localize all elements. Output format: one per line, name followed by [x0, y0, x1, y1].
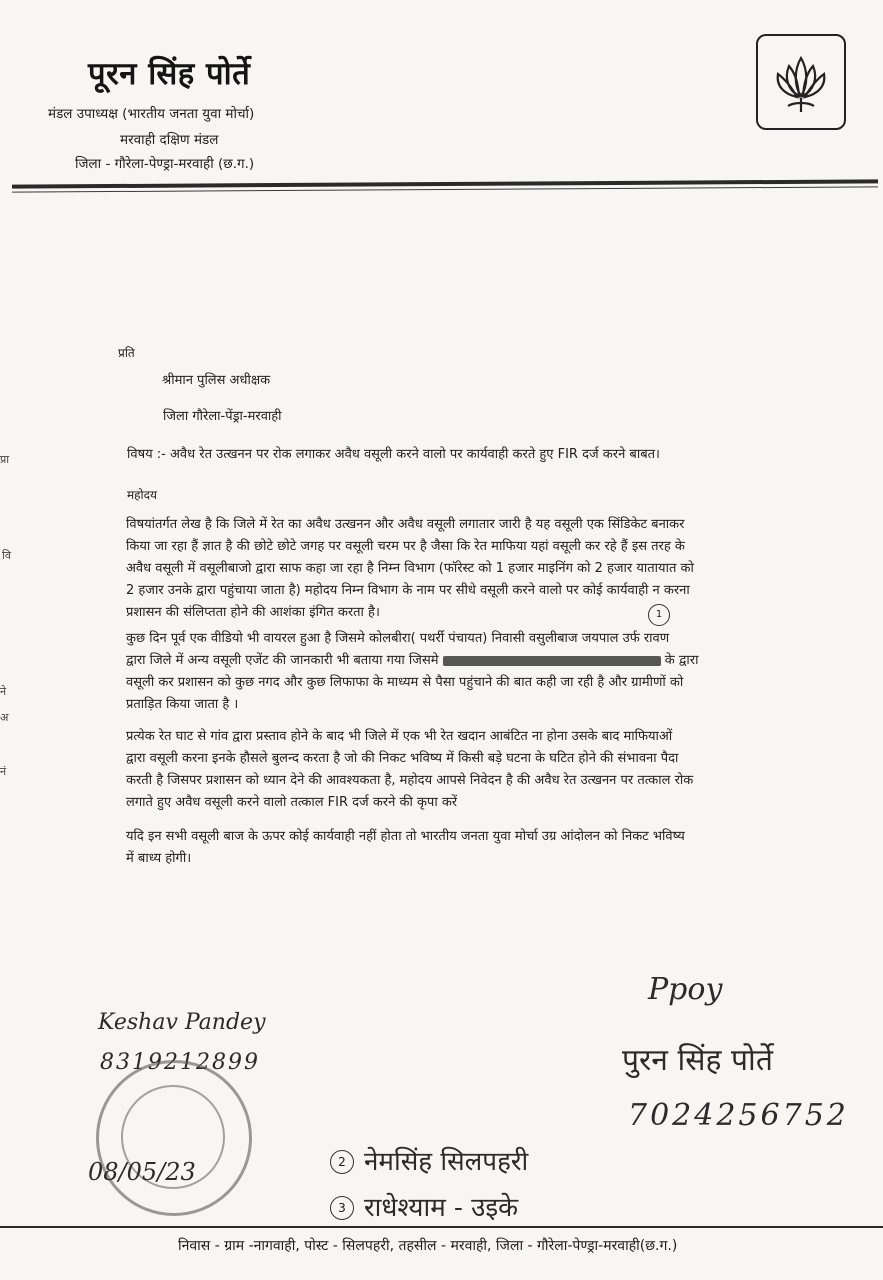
prati: प्रति: [118, 346, 135, 360]
receiver-name: Keshav Pandey: [98, 1010, 266, 1035]
text-segment: के द्वारा: [664, 653, 699, 668]
subject-line: विषय :- अवैध रेत उत्खनन पर रोक लगाकर अवैध वसूली करने वालो पर कार्यवाही करते हुए FIR दर्ज करने बाबत।: [127, 447, 660, 462]
receiver-phone: 8319212899: [100, 1050, 260, 1075]
party-logo: [756, 34, 846, 130]
letterhead-district: जिला - गौरेला-पेण्ड्रा-मरवाही (छ.ग.): [75, 156, 255, 172]
received-date: 08/05/23: [88, 1158, 196, 1186]
text-line: यदि इन सभी वसूली बाज के ऊपर कोई कार्यवाही नहीं होता तो भारतीय जनता युवा मोर्चा उग्र आंदोलन को निकट भविष्य: [126, 829, 685, 844]
signatory-phone: 7024256752: [628, 1098, 849, 1133]
text-line: द्वारा वसूली करना इनके हौसले बुलन्द करता है जो की निकट भविष्य में किसी बड़े घटना के घटित होने की संभावना पैदा: [126, 751, 679, 766]
paragraph-3: [126, 726, 786, 814]
annotation-circle-2: 2: [330, 1150, 354, 1174]
signatory-name: पुरन सिंह पोर्ते: [622, 1043, 773, 1078]
paragraph-4: [126, 826, 786, 870]
footer-rule: [0, 1226, 883, 1228]
text-line: प्रताड़ित किया जाता है ।: [126, 697, 239, 712]
text-line: किया जा रहा हैं ज्ञात है की छोटे छोटे जगह पर वसूली चरम पर है जैसा कि रेत माफिया यहां वसूली कर रहे हैं इस तरह के: [126, 539, 685, 554]
text-line: लगाते हुए अवैध वसूली करने वालो तत्काल FIR दर्ज करने की कृपा करें: [126, 795, 458, 810]
text-line: में बाध्य होगी।: [126, 851, 192, 866]
signature: Ppoy: [648, 972, 723, 1007]
margin-mark: वि: [2, 549, 11, 562]
lotus-icon: [758, 36, 844, 128]
recipient-title: श्रीमान पुलिस अधीक्षक: [162, 373, 271, 388]
text-line: करती है जिसपर प्रशासन को ध्यान देने की आवश्यकता है, महोदय आपसे निवेदन है की अवैध रेत उत्खनन पर तत्काल रोक: [126, 773, 694, 788]
margin-mark: प्रा: [0, 453, 10, 466]
note-2: नेमसिंह सिलपहरी: [364, 1147, 529, 1177]
paragraph-2: [126, 628, 786, 716]
redaction-scribble: [443, 656, 661, 666]
text-line: वसूली कर प्रशासन को कुछ नगद और कुछ लिफाफा के माध्यम से पैसा पहुंचाने की बात कही जा रही है और ग्रामीणों को: [126, 675, 684, 690]
text-line: [126, 650, 786, 672]
letterhead-name: पूरन सिंह पोर्ते: [88, 56, 251, 92]
text-line: कुछ दिन पूर्व एक वीडियो भी वायरल हुआ है जिसमे कोलबीरा( पथर्री पंचायत) निवासी वसुलीबाज जयपाल उर्फ रावण: [126, 631, 670, 646]
letterhead-mandal: मरवाही दक्षिण मंडल: [120, 132, 219, 148]
text-line: प्रत्येक रेत घाट से गांव द्वारा प्रस्ताव होने के बाद भी जिले में एक भी रेत खदान आबंटित ना होना उसके बाद माफियाओं: [126, 729, 673, 744]
margin-mark: नं: [0, 765, 7, 778]
text-segment: द्वारा जिले में अन्य वसूली एजेंट की जानकारी भी बताया गया जिसमे: [126, 653, 439, 668]
paragraph-1: [126, 514, 786, 624]
note-3: राधेश्याम - उइके: [364, 1193, 519, 1223]
letterhead-designation: मंडल उपाध्यक्ष (भारतीय जनता युवा मोर्चा): [48, 106, 255, 122]
office-stamp: [96, 1060, 252, 1216]
salutation: महोदय: [127, 488, 157, 502]
annotation-circle-3: 3: [330, 1196, 354, 1220]
footer-address: निवास - ग्राम -नागवाही, पोस्ट - सिलपहरी, तहसील - मरवाही, जिला - गौरेला-पेण्ड्रा-मरवाही(छ.ग.): [178, 1238, 678, 1254]
text-line: 2 हजार उनके द्वारा पहुंचाया जाता है) महोदय निम्न विभाग के नाम पर सीधे वसूली करने वालो पर कोई कार्यवाही न करना: [126, 583, 690, 598]
annotation-circle-1: 1: [648, 604, 670, 626]
recipient-place: जिला गौरेला-पेंड्रा-मरवाही: [163, 409, 282, 424]
margin-mark: अ: [0, 711, 9, 724]
text-line: प्रशासन की संलिप्तता होने की आशंका इंगित करता है।: [126, 605, 380, 620]
text-line: विषयांतर्गत लेख है कि जिले में रेत का अवैध उत्खनन और अवैध वसूली लगातार जारी है यह वसूली एक सिंडिकेट बनाकर: [126, 517, 685, 532]
margin-mark: ने: [0, 685, 7, 698]
text-line: अवैध वसूली में वसूलीबाजो द्वारा साफ कहा जा रहा है निम्न विभाग (फॉरेस्ट को 1 हजार माइनिंग को 2 हजार यातायात को: [126, 561, 694, 576]
